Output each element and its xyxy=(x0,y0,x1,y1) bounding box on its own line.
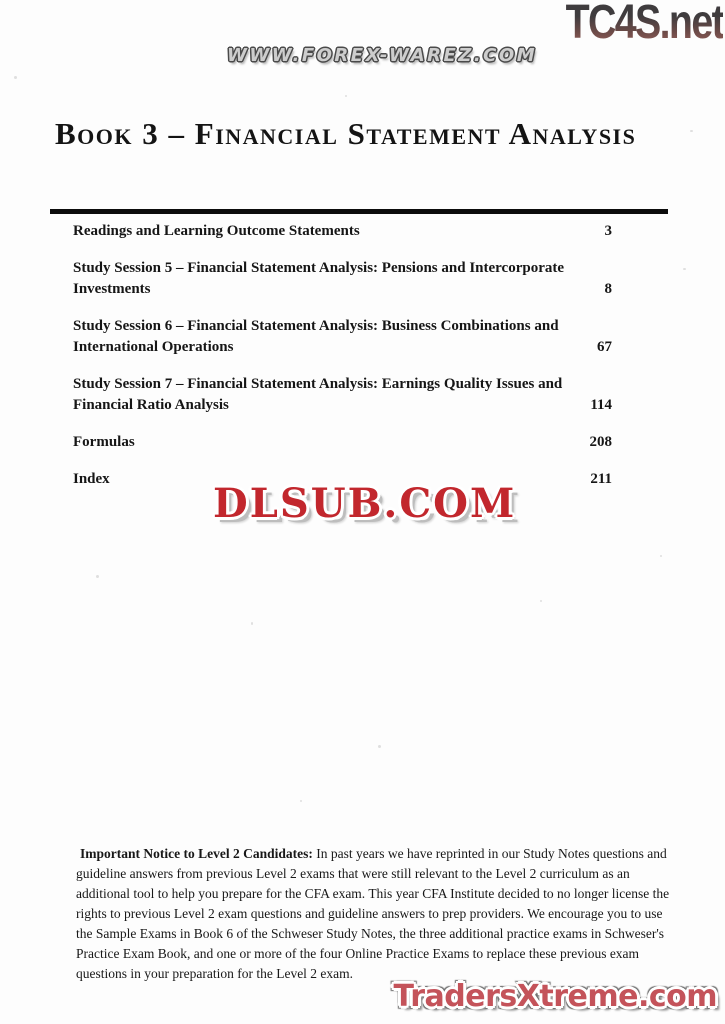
important-notice-body: In past years we have reprinted in our Study Notes questions and guideline answers from previous Level 2 exams that were still relevant to the Level 2 curriculum as an additional tool to help you prepare for the CFA exam. This year CFA Institute decided to no longer license the rights to previous Level 2 exam questions and guideline answers to prep providers. We encourage you to use the Sample Exams in Book 6 of the Schweser Study Notes, the three additional practice exams in Schweser's Practice Exam Book, and one or more of the four Online Practice Exams to replace these previous exam questions in your preparation for the Level 2 exam. xyxy=(76,845,670,981)
scan-speck xyxy=(300,800,302,802)
table-of-contents xyxy=(73,221,612,506)
scan-speck xyxy=(96,575,99,578)
toc-entry-title: Formulas xyxy=(73,434,135,450)
toc-entry-title: Study Session 6 – Financial Statement Analysis: Business Combinations and xyxy=(73,318,559,334)
scan-speck xyxy=(690,130,693,132)
tc4s-watermark: TC4S.net xyxy=(565,0,723,49)
toc-entry-study-session-6 xyxy=(73,316,612,358)
toc-entry-page-number: 8 xyxy=(604,281,612,297)
toc-entry-study-session-5 xyxy=(73,258,612,300)
dlsub-watermark: DLSUB.COM xyxy=(213,480,517,527)
scan-speck xyxy=(14,76,17,79)
toc-top-rule xyxy=(50,209,668,214)
toc-entry-title-line2: Investments xyxy=(73,281,151,297)
scan-speck xyxy=(540,600,542,602)
scan-speck xyxy=(251,622,253,625)
toc-entry-title: Readings and Learning Outcome Statements xyxy=(73,223,360,239)
toc-entry-title: Index xyxy=(73,471,110,487)
scan-speck xyxy=(345,95,347,97)
toc-entry-page-number: 211 xyxy=(590,471,612,487)
toc-entry-page-number: 3 xyxy=(604,223,612,239)
toc-entry-title: Study Session 7 – Financial Statement Analysis: Earnings Quality Issues and xyxy=(73,376,563,392)
important-notice xyxy=(76,844,672,984)
toc-entry-readings xyxy=(73,221,612,242)
toc-entry-study-session-7 xyxy=(73,374,612,416)
toc-entry-index xyxy=(73,469,612,490)
scan-speck xyxy=(378,745,381,748)
toc-entry-page-number: 114 xyxy=(590,397,612,413)
page-title: Book 3 – Financial Statement Analysis xyxy=(55,116,637,151)
forex-warez-watermark: WWW.FOREX-WAREZ.COM xyxy=(227,45,538,66)
toc-entry-title-line2: Financial Ratio Analysis xyxy=(73,397,229,413)
tradersxtreme-watermark: TradersXtreme.com xyxy=(393,979,717,1014)
toc-entry-formulas xyxy=(73,432,612,453)
scan-speck xyxy=(683,268,686,270)
important-notice-lead: Important Notice to Level 2 Candidates: xyxy=(80,845,313,861)
toc-entry-page-number: 67 xyxy=(597,339,612,355)
toc-entry-title-line2: International Operations xyxy=(73,339,234,355)
scan-speck xyxy=(660,555,662,557)
toc-entry-title: Study Session 5 – Financial Statement Analysis: Pensions and Intercorporate xyxy=(73,260,565,276)
toc-entry-page-number: 208 xyxy=(589,434,612,450)
